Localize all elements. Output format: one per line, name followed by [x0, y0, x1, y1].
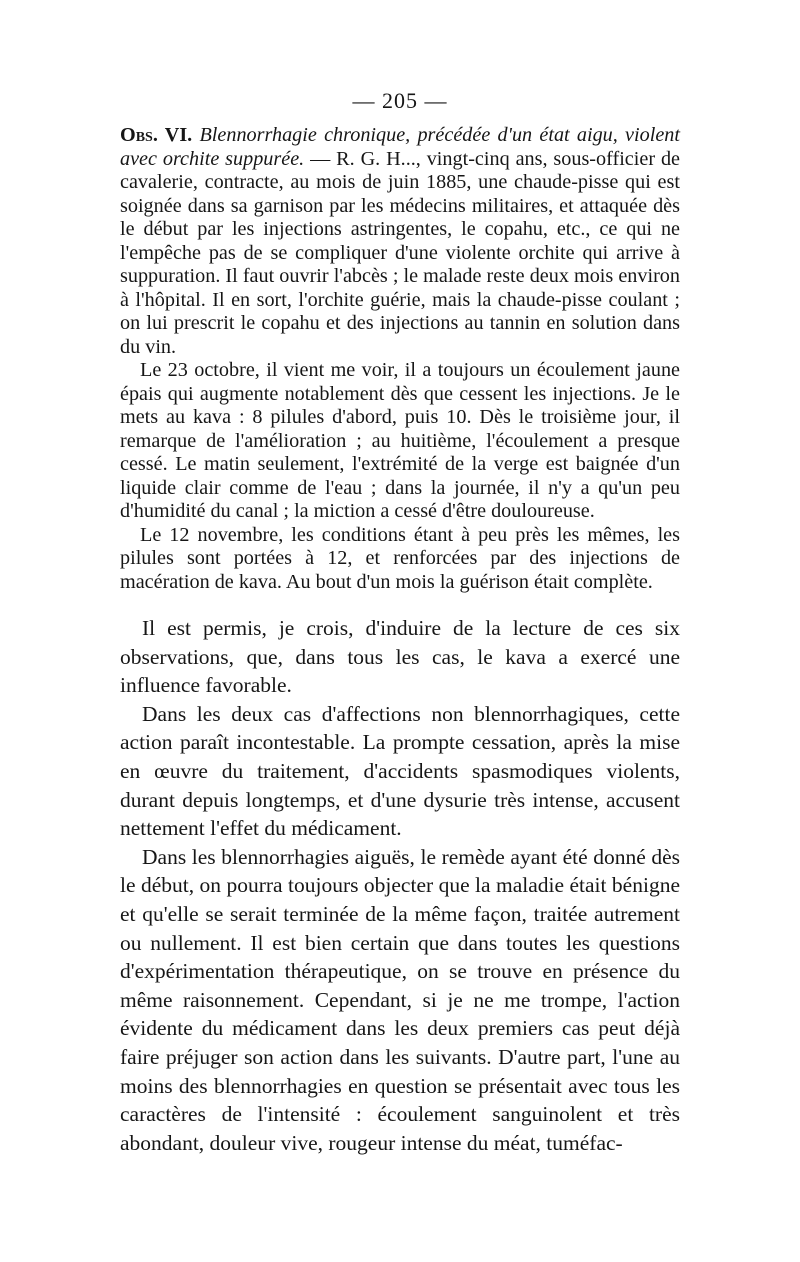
observation-paragraph-3: Le 12 novembre, les conditions étant à peu près les mêmes, les pilules sont portées à 12, et renforcées par des injections de macération de kava. Au bout d'un mois la guérison était complète. — [120, 523, 680, 593]
discussion-paragraph-1: Il est permis, je crois, d'induire de la lecture de ces six observations, que, dans tous les cas, le kava a exercé une influence favorable. — [120, 616, 680, 698]
observation-paragraph-1 — [120, 124, 680, 359]
observation-block — [120, 124, 680, 594]
observation-label: Obs. VI. — [120, 124, 193, 146]
observation-text-1: — R. G. H..., vingt-cinq ans, sous-officier de cavalerie, contracte, au mois de juin 1885, une chaude-pisse qui est soignée dans sa garnison par les médecins militaires, et attaquée dès le début par les injections astringentes, le copahu, etc., ce qui ne l'empêche pas de se compliquer d'une violente orchite qui arrive à suppuration. Il faut ouvrir l'abcès ; le malade reste deux mois environ à l'hôpital. Il en sort, l'orchite guérie, mais la chaude-pisse coulant ; on lui prescrit le copahu et des injections au tannin en solution dans du vin. — [120, 147, 680, 358]
discussion-paragraph-3: Dans les blennorrhagies aiguës, le remède ayant été donné dès le début, on pourra toujours objecter que la maladie était bénigne et qu'elle se serait terminée de la même façon, traitée autrement ou nullement. Il est bien certain que dans toutes les questions d'expérimentation thérapeutique, on se trouve en présence du même raisonnement. Cependant, si je ne me trompe, l'action évidente du médicament dans les deux premiers cas peut déjà faire préjuger son action dans les suivants. D'autre part, l'une au moins des blennorrhagies en question se présentait avec tous les caractères de l'intensité : écoulement sanguinolent et très abondant, douleur vive, rougeur intense du méat, tuméfac- — [120, 844, 680, 1155]
observation-title: Blennorrhagie chronique, précédée d'un état aigu, violent avec orchite suppurée. — [120, 124, 680, 170]
page-number: — 205 — — [352, 88, 448, 113]
observation-paragraph-2: Le 23 octobre, il vient me voir, il a toujours un écoulement jaune épais qui augmente notablement dès que cessent les injections. Je le mets au kava : 8 pilules d'abord, puis 10. Dès le troisième jour, il remarque de l'amélioration ; au huitième, l'écoulement a presque cessé. Le matin seulement, l'extrémité de la verge est baignée d'un liquide clair comme de l'eau ; dans la journée, il n'y a qu'un peu d'humidité du canal ; la miction a cessé d'être douloureuse. — [120, 359, 680, 522]
discussion-block — [120, 614, 680, 1157]
discussion-paragraph-2: Dans les deux cas d'affections non blennorrhagiques, cette action paraît incontestable. La prompte cessation, après la mise en œuvre du traitement, d'accidents spasmodiques violents, durant depuis longtemps, et d'une dysurie très intense, accusent nettement l'effet du médicament. — [120, 701, 680, 841]
